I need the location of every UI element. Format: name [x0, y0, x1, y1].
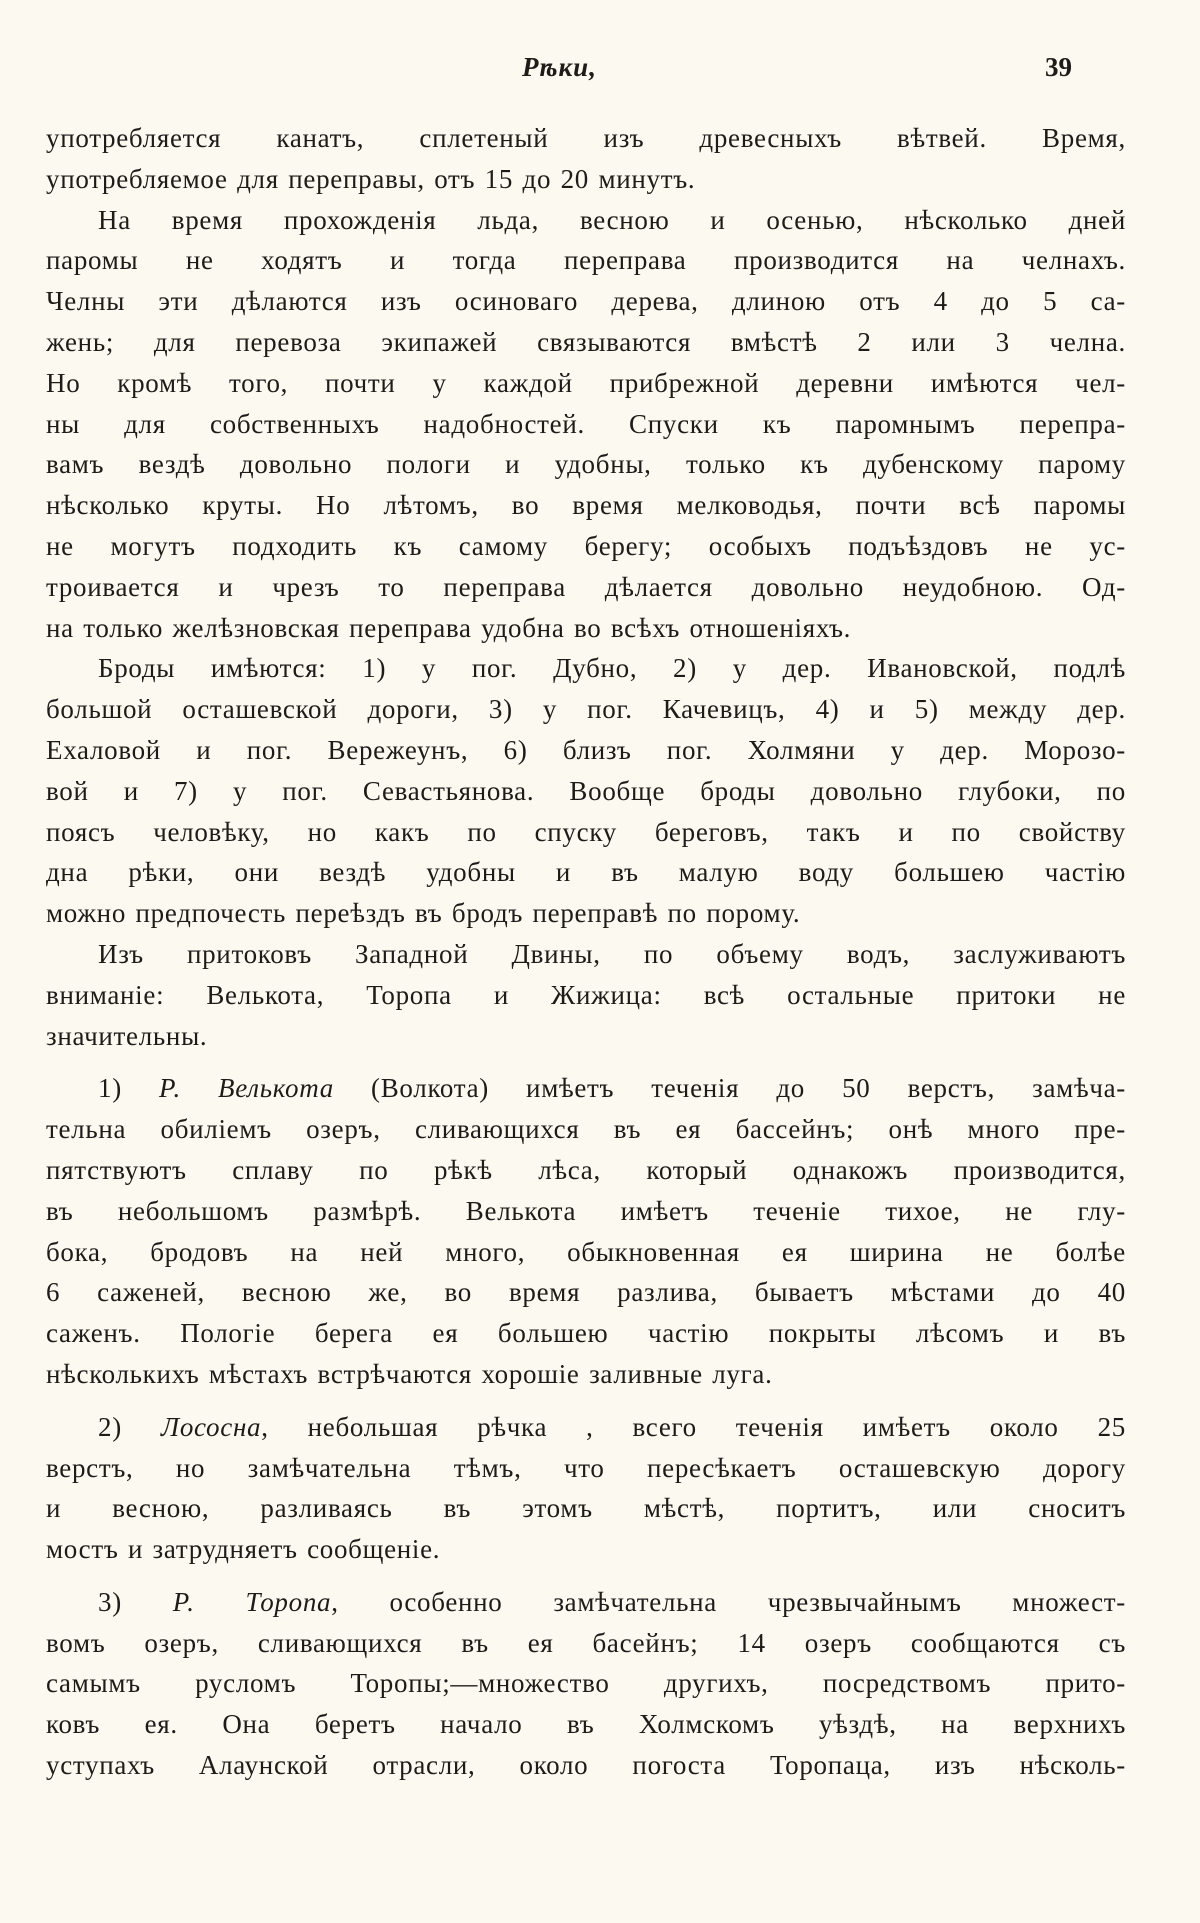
text-line: 1) Р. Велькота (Волкота) имѣетъ теченія до 50 верстъ, замѣча-: [98, 1073, 1126, 1104]
text-line: поясъ человѣку, но какъ по спуску береговъ, такъ и по свойству: [46, 816, 1126, 847]
text-line: ны для собственныхъ надобностей. Спуски къ паромнымъ перепра-: [46, 408, 1126, 439]
river-name: Р. Велькота: [159, 1073, 334, 1104]
text-line: вомъ озеръ, сливающихся въ ея басейнъ; 14 озеръ сообщаются съ: [46, 1627, 1126, 1658]
text-line: въ небольшомъ размѣрѣ. Велькота имѣетъ теченіе тихое, не глу-: [46, 1195, 1126, 1226]
paragraph-gap: [46, 1395, 1126, 1407]
paragraph: [46, 934, 1126, 1056]
text-line: тельна обиліемъ озеръ, сливающихся въ ея бассейнъ; онѣ много пре-: [46, 1114, 1126, 1145]
running-title: Рѣки,: [522, 52, 597, 82]
text-line: Ехаловой и пог. Вережеунъ, 6) близъ пог. Холмяни у дер. Морозо-: [46, 734, 1126, 765]
paragraph: [46, 118, 1126, 200]
paragraph: [46, 648, 1126, 934]
text-line: не могутъ подходить къ самому берегу; особыхъ подъѣздовъ не ус-: [46, 530, 1126, 561]
text-line: Изъ притоковъ Западной Двины, по объему водъ, заслуживаютъ: [98, 938, 1126, 969]
text-line: 3) Р. Торопа, особенно замѣчательна чрезвычайнымъ множест-: [98, 1586, 1126, 1617]
text-line: Но кромѣ того, почти у каждой прибрежной деревни имѣются чел-: [46, 367, 1126, 398]
text-line: вниманіе: Велькота, Торопа и Жижица: всѣ остальные притоки не: [46, 979, 1126, 1010]
paragraph: [46, 1068, 1126, 1394]
text-line: употребляемое для переправы, отъ 15 до 20 минутъ.: [46, 163, 696, 194]
text-line: 2) Лососна, небольшая рѣчка , всего теченія имѣетъ около 25: [98, 1411, 1126, 1442]
paragraph: [46, 1407, 1126, 1570]
text-line: нѣсколькихъ мѣстахъ встрѣчаются хорошіе заливные луга.: [46, 1358, 773, 1389]
text-line: пятствуютъ сплаву по рѣкѣ лѣса, который однакожъ производится,: [46, 1154, 1126, 1185]
text-line: нѣсколько круты. Но лѣтомъ, во время мелководья, почти всѣ паромы: [46, 490, 1126, 521]
text-line: ковъ ея. Она беретъ начало въ Холмскомъ уѣздѣ, на верхнихъ: [46, 1709, 1126, 1740]
text-line: паромы не ходятъ и тогда переправа производится на челнахъ.: [46, 245, 1126, 276]
paragraph: [46, 1582, 1126, 1786]
text-line: верстъ, но замѣчательна тѣмъ, что пересѣкаетъ осташевскую дорогу: [46, 1452, 1126, 1483]
text-line: На время прохожденія льда, весною и осенью, нѣсколько дней: [98, 204, 1126, 235]
text-line: значительны.: [46, 1020, 208, 1051]
body-text: [46, 118, 1126, 1786]
text-line: самымъ русломъ Торопы;—множество другихъ, посредствомъ прито-: [46, 1668, 1126, 1699]
page-number: 39: [1045, 52, 1072, 82]
text-line: 6 саженей, весною же, во время разлива, бываетъ мѣстами до 40: [46, 1277, 1126, 1308]
text-line: троивается и чрезъ то переправа дѣлается довольно неудобною. Од-: [46, 571, 1126, 602]
text-line: на только желѣзновская переправа удобна во всѣхъ отношеніяхъ.: [46, 612, 852, 643]
text-line: и весною, разливаясь въ этомъ мѣстѣ, портитъ, или сноситъ: [46, 1493, 1126, 1524]
text-line: можно предпочесть переѣздъ въ бродъ переправѣ по порому.: [46, 898, 801, 929]
text-line: жень; для перевоза экипажей связываются вмѣстѣ 2 или 3 челна.: [46, 326, 1126, 357]
paragraph-gap: [46, 1056, 1126, 1068]
text-line: употребляется канатъ, сплетеный изъ древесныхъ вѣтвей. Время,: [46, 123, 1126, 153]
text-line: вой и 7) у пог. Севастьянова. Вообще броды довольно глубоки, по: [46, 775, 1126, 806]
paragraph: [46, 200, 1126, 649]
text-line: мостъ и затрудняетъ сообщеніе.: [46, 1534, 441, 1565]
river-name: Р. Торопа: [172, 1586, 332, 1617]
text-line: большой осташевской дороги, 3) у пог. Качевицъ, 4) и 5) между дер.: [46, 694, 1126, 725]
paragraph-gap: [46, 1570, 1126, 1582]
river-name: Лососна: [160, 1411, 262, 1442]
text-line: уступахъ Алаунской отрасли, около погоста Торопаца, изъ нѣсколь-: [46, 1750, 1126, 1781]
text-line: Челны эти дѣлаются изъ осиноваго дерева, длиною отъ 4 до 5 са-: [46, 286, 1126, 317]
text-line: вамъ вездѣ довольно пологи и удобны, только къ дубенскому парому: [46, 449, 1126, 480]
text-line: Броды имѣются: 1) у пог. Дубно, 2) у дер. Ивановской, подлѣ: [98, 653, 1126, 684]
page-header: [0, 52, 1200, 92]
text-line: саженъ. Пологіе берега ея большею частію покрыты лѣсомъ и въ: [46, 1318, 1126, 1349]
text-line: бока, бродовъ на ней много, обыкновенная ея ширина не болѣе: [46, 1236, 1126, 1267]
text-line: дна рѣки, они вездѣ удобны и въ малую воду большею частію: [46, 857, 1126, 888]
